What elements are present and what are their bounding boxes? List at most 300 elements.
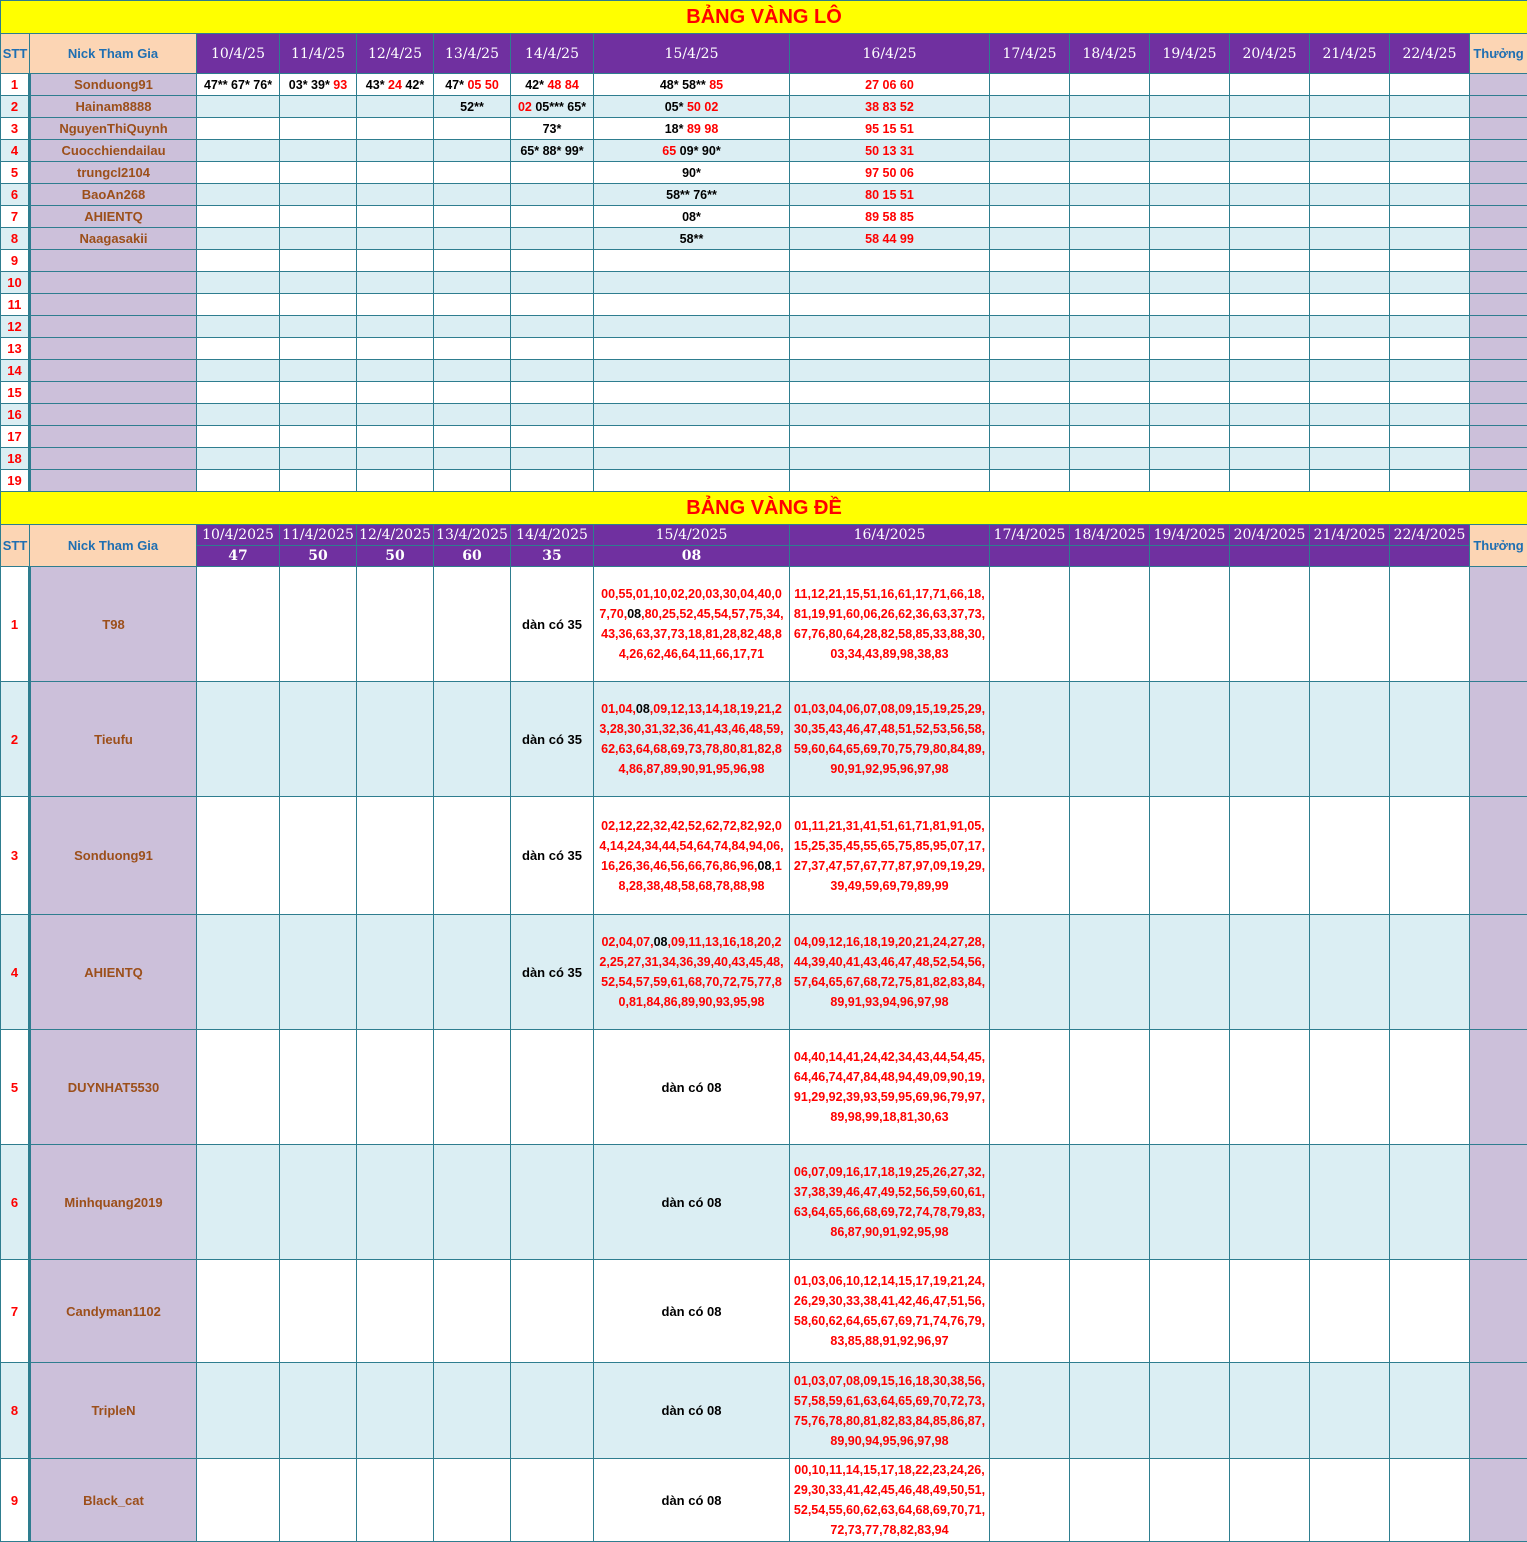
row-stt: 6 (1, 184, 30, 206)
de-cell: dàn có 08 (594, 1145, 790, 1260)
header-date: 18/4/25 (1070, 34, 1150, 74)
row-prize (1470, 228, 1527, 250)
lo-cell (594, 140, 790, 162)
entry-text: ,80,25,52,45,54,57,75,34,43,36,63,37,73,18,81,28,82,48,84,26,62,46,64,11,66,17,71 (601, 607, 783, 661)
lo-cell (1390, 96, 1470, 118)
de-cell (1230, 567, 1310, 682)
row-stt: 5 (1, 1030, 30, 1145)
lo-cell (1230, 448, 1310, 470)
row-nick: Minhquang2019 (30, 1145, 197, 1260)
row-nick: Sonduong91 (30, 74, 197, 96)
entry-text: 05 50 (467, 78, 498, 92)
de-cell (197, 1030, 280, 1145)
lo-cell (1150, 294, 1230, 316)
de-cell (197, 797, 280, 915)
header-date: 16/4/2025 (790, 525, 990, 546)
de-cell (1310, 1030, 1390, 1145)
lo-cell (1070, 118, 1150, 140)
de-cell (280, 567, 357, 682)
lo-cell (790, 338, 990, 360)
lo-cell (434, 118, 511, 140)
table-row (1, 338, 1527, 360)
entry-text: ,18,28,38,48,58,68,78,88,98 (619, 859, 782, 893)
table-row (1, 382, 1527, 404)
lo-cell (1390, 470, 1470, 492)
lo-cell (1310, 96, 1390, 118)
table-row (1, 228, 1527, 250)
header-date: 12/4/25 (357, 34, 434, 74)
row-stt: 2 (1, 96, 30, 118)
lo-cell (790, 294, 990, 316)
lo-cell (511, 338, 594, 360)
lo-cell (197, 228, 280, 250)
row-nick (30, 250, 197, 272)
header-date: 15/4/2025 (594, 525, 790, 546)
lo-cell (357, 294, 434, 316)
header-date: 17/4/2025 (990, 525, 1070, 546)
lo-cell (280, 294, 357, 316)
de-cell: dàn có 35 (511, 915, 594, 1030)
entry-text: 08 (636, 702, 650, 716)
lo-cell (1150, 162, 1230, 184)
lo-cell (990, 404, 1070, 426)
de-cell (594, 797, 790, 915)
lo-cell (1230, 426, 1310, 448)
entry-text: 00,55,01,10,02,20,03,30,04,40,07,70, (599, 587, 781, 621)
row-stt: 8 (1, 228, 30, 250)
lo-cell (511, 470, 594, 492)
lo-cell (1390, 426, 1470, 448)
lo-cell (1310, 140, 1390, 162)
de-cell (280, 915, 357, 1030)
lo-cell (280, 448, 357, 470)
header-stt: STT (1, 34, 30, 74)
lo-cell (511, 118, 594, 140)
de-cell (280, 1260, 357, 1363)
de-cell (357, 682, 434, 797)
header-result: 50 (357, 546, 434, 567)
row-nick: TripleN (30, 1363, 197, 1459)
row-nick (30, 404, 197, 426)
entry-text: 52** (460, 100, 484, 114)
entry-text: 02 (518, 100, 532, 114)
lo-cell (1390, 316, 1470, 338)
lo-cell (434, 404, 511, 426)
entry-text: 09* 90* (676, 144, 720, 158)
table-row (1, 1260, 1527, 1363)
lo-cell (1150, 74, 1230, 96)
lo-cell (790, 250, 990, 272)
row-nick: NguyenThiQuynh (30, 118, 197, 140)
lo-cell (357, 382, 434, 404)
de-cell (280, 682, 357, 797)
header-date: 10/4/25 (197, 34, 280, 74)
lo-cell (1070, 206, 1150, 228)
table-row (1, 1459, 1527, 1542)
entry-text: 02,04,07, (601, 935, 653, 949)
lo-cell (790, 74, 990, 96)
entry-text: 89 98 (687, 122, 718, 136)
row-stt: 1 (1, 567, 30, 682)
header-date: 20/4/2025 (1230, 525, 1310, 546)
header-result (1390, 546, 1470, 567)
lo-cell (1390, 162, 1470, 184)
lo-cell (990, 140, 1070, 162)
entry-text: ,09,12,13,14,18,19,21,23,28,30,31,32,36,41,43,46,48,59,62,63,64,68,69,73,78,80,81,82,84,86,87,89,90,91,95,96,98 (599, 702, 783, 776)
lo-cell (434, 140, 511, 162)
header-date: 11/4/25 (280, 34, 357, 74)
row-stt: 2 (1, 682, 30, 797)
lo-cell (434, 448, 511, 470)
de-cell (434, 567, 511, 682)
lo-cell (511, 316, 594, 338)
lo-cell (594, 272, 790, 294)
lo-cell (434, 74, 511, 96)
header-stt: STT (1, 525, 30, 567)
lo-cell (357, 316, 434, 338)
lo-cell (434, 360, 511, 382)
lo-cell (1150, 360, 1230, 382)
de-cell (1070, 797, 1150, 915)
de-cell: 04,09,12,16,18,19,20,21,24,27,28,44,39,40,41,43,46,47,48,52,54,56,57,64,65,67,68,72,75,81,82,83,84,89,91,93,94,96,97,98 (790, 915, 990, 1030)
de-cell (1150, 1459, 1230, 1542)
lo-cell (357, 184, 434, 206)
de-cell (280, 1030, 357, 1145)
de-cell (594, 915, 790, 1030)
lo-cell (1150, 448, 1230, 470)
de-cell (1230, 1459, 1310, 1542)
entry-text: 58** 76** (666, 188, 717, 202)
lo-cell (1070, 250, 1150, 272)
row-nick: BaoAn268 (30, 184, 197, 206)
lo-cell (990, 382, 1070, 404)
table-row (1, 294, 1527, 316)
row-prize (1470, 470, 1527, 492)
lo-cell (280, 382, 357, 404)
de-cell (1150, 1030, 1230, 1145)
table-row (1, 96, 1527, 118)
row-nick: Tieufu (30, 682, 197, 797)
de-cell (1230, 797, 1310, 915)
lo-cell (1230, 184, 1310, 206)
de-cell (1230, 682, 1310, 797)
lo-cell (990, 96, 1070, 118)
lo-cell (790, 140, 990, 162)
lo-title: BẢNG VÀNG LÔ (1, 1, 1527, 34)
table-row (1, 360, 1527, 382)
lo-cell (434, 316, 511, 338)
de-cell: 01,11,21,31,41,51,61,71,81,91,05,15,25,35,45,55,65,75,85,95,07,17,27,37,47,57,67,77,87,97,09,19,29,39,49,59,69,79,89,99 (790, 797, 990, 915)
lo-cell (1150, 272, 1230, 294)
lo-cell (1390, 272, 1470, 294)
lo-cell (197, 118, 280, 140)
de-cell (1150, 567, 1230, 682)
lo-cell (1150, 140, 1230, 162)
lo-cell (1230, 382, 1310, 404)
lo-cell (594, 316, 790, 338)
de-cell (197, 915, 280, 1030)
header-date: 14/4/25 (511, 34, 594, 74)
lo-cell (790, 470, 990, 492)
lo-cell (280, 206, 357, 228)
lo-cell (1070, 338, 1150, 360)
header-result (1070, 546, 1150, 567)
de-cell (1070, 1363, 1150, 1459)
de-table (0, 491, 1527, 1542)
de-cell (1310, 1363, 1390, 1459)
lo-cell (594, 404, 790, 426)
de-title: BẢNG VÀNG ĐỀ (1, 492, 1527, 525)
de-cell (434, 682, 511, 797)
lo-cell (280, 96, 357, 118)
de-cell (1150, 682, 1230, 797)
lo-cell (1310, 360, 1390, 382)
lo-cell (1070, 470, 1150, 492)
row-nick (30, 316, 197, 338)
row-prize (1470, 567, 1527, 682)
row-prize (1470, 162, 1527, 184)
lo-cell (1230, 74, 1310, 96)
row-prize (1470, 1030, 1527, 1145)
lo-cell (1390, 448, 1470, 470)
table-row (1, 1030, 1527, 1145)
de-cell (511, 1145, 594, 1260)
de-cell: 01,03,06,10,12,14,15,17,19,21,24,26,29,30,33,38,41,42,46,47,51,56,58,60,62,64,65,67,69,71,74,76,79,83,85,88,91,92,96,97 (790, 1260, 990, 1363)
de-cell: dàn có 08 (594, 1030, 790, 1145)
de-cell (434, 1145, 511, 1260)
table-row (1, 915, 1527, 1030)
table-row (1, 404, 1527, 426)
row-prize (1470, 1260, 1527, 1363)
table-row (1, 118, 1527, 140)
entry-text: 08 (627, 607, 641, 621)
header-result (1150, 546, 1230, 567)
lo-cell (1070, 228, 1150, 250)
de-cell (1230, 1363, 1310, 1459)
lo-cell (511, 228, 594, 250)
entry-text: 27 06 60 (865, 78, 914, 92)
lo-cell (1390, 140, 1470, 162)
lo-cell (1230, 360, 1310, 382)
lo-cell (1230, 470, 1310, 492)
lo-cell (1150, 206, 1230, 228)
lo-cell (434, 470, 511, 492)
entry-text: 93 (333, 78, 347, 92)
lo-cell (1310, 184, 1390, 206)
lo-cell (790, 162, 990, 184)
de-cell (1230, 1030, 1310, 1145)
row-prize (1470, 338, 1527, 360)
lo-cell (511, 294, 594, 316)
entry-text: 48 84 (547, 78, 578, 92)
lo-cell (1390, 74, 1470, 96)
row-prize (1470, 797, 1527, 915)
lo-cell (434, 272, 511, 294)
lo-cell (434, 206, 511, 228)
lo-cell (594, 184, 790, 206)
lo-cell (990, 118, 1070, 140)
lo-cell (790, 96, 990, 118)
lo-cell (1070, 426, 1150, 448)
de-cell: 06,07,09,16,17,18,19,25,26,27,32,37,38,39,46,47,49,52,56,59,60,61,63,64,65,66,68,69,72,74,78,79,83,86,87,90,91,92,95,98 (790, 1145, 990, 1260)
header-date: 19/4/25 (1150, 34, 1230, 74)
de-cell (1230, 915, 1310, 1030)
lo-cell (280, 272, 357, 294)
entry-text: 02,12,22,32,42,52,62,72,82,92,04,14,24,34,44,54,64,74,84,94,06,16,26,36,46,56,66,76,86,96, (599, 819, 783, 873)
lo-cell (357, 470, 434, 492)
lo-cell (1230, 338, 1310, 360)
lo-cell (511, 96, 594, 118)
header-date: 19/4/2025 (1150, 525, 1230, 546)
lo-cell (511, 448, 594, 470)
de-cell (1390, 1145, 1470, 1260)
lo-cell (197, 74, 280, 96)
lo-cell (280, 140, 357, 162)
lo-cell (594, 360, 790, 382)
row-nick (30, 382, 197, 404)
de-cell (1070, 1030, 1150, 1145)
lo-cell (1150, 250, 1230, 272)
header-result: 35 (511, 546, 594, 567)
lo-cell (280, 470, 357, 492)
lo-cell (1070, 316, 1150, 338)
de-cell (357, 1030, 434, 1145)
lo-cell (280, 360, 357, 382)
lo-cell (280, 184, 357, 206)
lo-cell (990, 338, 1070, 360)
lo-cell (1310, 162, 1390, 184)
lo-cell (1150, 470, 1230, 492)
de-cell: 00,10,11,14,15,17,18,22,23,24,26,29,30,33,41,42,45,46,48,49,50,51,52,54,55,60,62,63,64,68,69,70,71,72,73,77,78,82,83,94 (790, 1459, 990, 1542)
de-cell (1310, 915, 1390, 1030)
lo-cell (197, 96, 280, 118)
de-cell (357, 1145, 434, 1260)
de-cell (197, 567, 280, 682)
de-cell (280, 797, 357, 915)
lo-cell (511, 360, 594, 382)
row-prize (1470, 1459, 1527, 1542)
de-cell (990, 567, 1070, 682)
header-result (1310, 546, 1390, 567)
lo-cell (511, 272, 594, 294)
lo-cell (1150, 184, 1230, 206)
lo-cell (594, 382, 790, 404)
lo-cell (1150, 404, 1230, 426)
row-stt: 17 (1, 426, 30, 448)
de-cell (1070, 1145, 1150, 1260)
de-cell (1150, 1260, 1230, 1363)
entry-text: 90* (682, 166, 701, 180)
de-cell (280, 1145, 357, 1260)
lo-cell (511, 382, 594, 404)
lo-cell (434, 338, 511, 360)
row-stt: 11 (1, 294, 30, 316)
lo-cell (1070, 162, 1150, 184)
row-stt: 5 (1, 162, 30, 184)
de-cell (1230, 1260, 1310, 1363)
row-prize (1470, 404, 1527, 426)
lo-cell (1390, 206, 1470, 228)
row-nick: Black_cat (30, 1459, 197, 1542)
lo-cell (197, 206, 280, 228)
table-row (1, 1145, 1527, 1260)
entry-text: 05* (665, 100, 687, 114)
de-cell (280, 1363, 357, 1459)
row-stt: 3 (1, 797, 30, 915)
lo-cell (1070, 184, 1150, 206)
table-row (1, 140, 1527, 162)
lo-cell (357, 272, 434, 294)
de-cell (511, 1030, 594, 1145)
lo-cell (1310, 272, 1390, 294)
de-cell (990, 1363, 1070, 1459)
header-date: 18/4/2025 (1070, 525, 1150, 546)
entry-text: 89 58 85 (865, 210, 914, 224)
row-stt: 7 (1, 1260, 30, 1363)
lo-cell (990, 470, 1070, 492)
header-nick: Nick Tham Gia (30, 34, 197, 74)
de-cell: 01,03,07,08,09,15,16,18,30,38,56,57,58,59,61,63,64,65,69,70,72,73,75,76,78,80,81,82,83,84,85,86,87,89,90,94,95,96,97,98 (790, 1363, 990, 1459)
lo-cell (197, 360, 280, 382)
row-prize (1470, 272, 1527, 294)
entry-text: 97 50 06 (865, 166, 914, 180)
de-cell: dàn có 35 (511, 682, 594, 797)
lo-cell (197, 404, 280, 426)
entry-text: 42* (402, 78, 424, 92)
lo-cell (1390, 382, 1470, 404)
entry-text: 24 (388, 78, 402, 92)
de-cell: 01,03,04,06,07,08,09,15,19,25,29,30,35,43,46,47,48,51,52,53,56,58,59,60,64,65,69,70,75,79,80,84,89,90,91,92,95,96,97,98 (790, 682, 990, 797)
row-stt: 14 (1, 360, 30, 382)
lo-cell (990, 74, 1070, 96)
lo-cell (990, 272, 1070, 294)
de-cell (990, 797, 1070, 915)
entry-text: 80 15 51 (865, 188, 914, 202)
lo-cell (434, 426, 511, 448)
lo-cell (594, 206, 790, 228)
de-cell (1390, 1459, 1470, 1542)
header-date: 12/4/2025 (357, 525, 434, 546)
lo-cell (1310, 426, 1390, 448)
lo-cell (1230, 294, 1310, 316)
table-row (1, 1363, 1527, 1459)
lo-cell (790, 272, 990, 294)
lo-cell (434, 184, 511, 206)
entry-text: 47* (445, 78, 467, 92)
de-cell (1310, 567, 1390, 682)
entry-text: 08* (682, 210, 701, 224)
lo-cell (594, 338, 790, 360)
de-cell (594, 567, 790, 682)
de-cell (1390, 1030, 1470, 1145)
lo-cell (511, 162, 594, 184)
de-cell (434, 1459, 511, 1542)
lo-cell (511, 404, 594, 426)
row-nick: DUYNHAT5530 (30, 1030, 197, 1145)
de-cell (357, 567, 434, 682)
lo-cell (594, 74, 790, 96)
lo-cell (511, 140, 594, 162)
entry-text: 58** (680, 232, 704, 246)
lo-cell (1150, 96, 1230, 118)
lo-cell (790, 360, 990, 382)
de-cell (990, 682, 1070, 797)
lo-cell (434, 162, 511, 184)
lo-cell (1230, 118, 1310, 140)
row-nick (30, 294, 197, 316)
lo-cell (1310, 338, 1390, 360)
lo-cell (434, 228, 511, 250)
